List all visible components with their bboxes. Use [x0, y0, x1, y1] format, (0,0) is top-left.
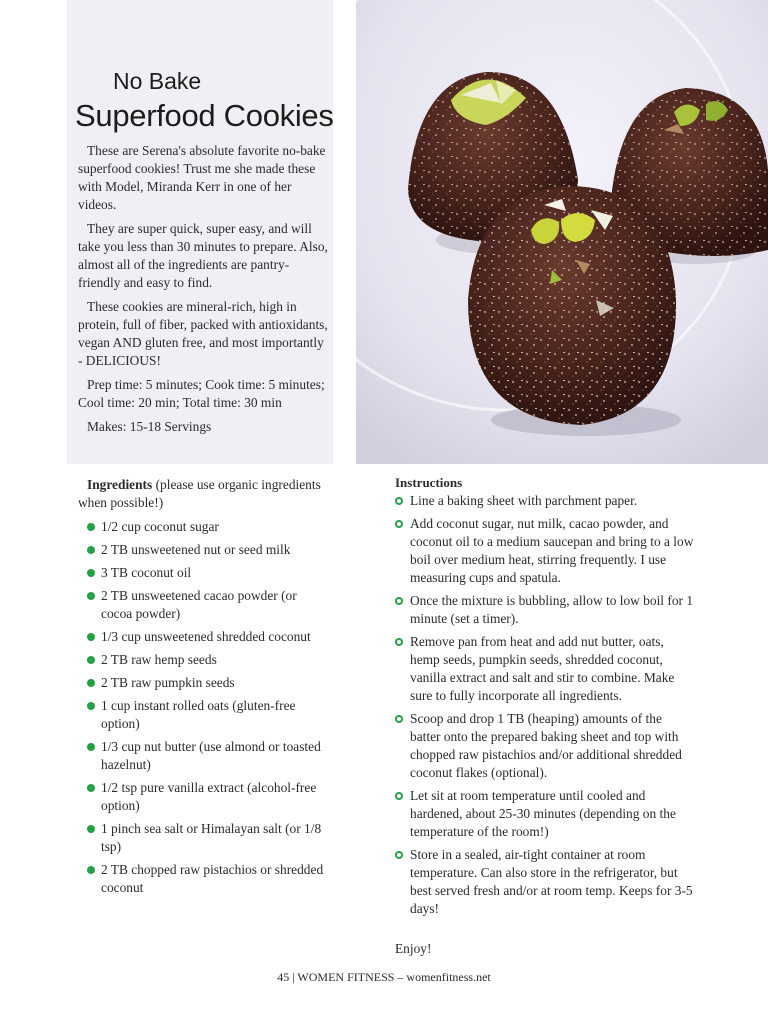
instruction-step: [395, 492, 695, 510]
ingredient-item: [78, 587, 328, 623]
intro-paragraph: These cookies are mineral-rich, high in protein, full of fiber, packed with antioxidants, vegan AND gluten free, and most importantly - DELICIOUS!: [78, 299, 328, 368]
bullet-ring-icon: [395, 597, 403, 605]
ingredient-item: [78, 651, 328, 669]
ingredient-item: [78, 738, 328, 774]
instructions-list: [395, 492, 695, 918]
footer-text: 45 | WOMEN FITNESS – womenfitness.net: [277, 970, 491, 984]
instruction-text: Remove pan from heat and add nut butter, oats, hemp seeds, pumpkin seeds, shredded coconut, vanilla extract and salt and stir to combine. Make sure to fully incorporate all ingredients.: [410, 634, 675, 703]
ingredient-item: [78, 628, 328, 646]
bullet-dot-icon: [87, 592, 95, 600]
title-line-1: No Bake: [113, 68, 202, 94]
ingredient-text: 1/2 tsp pure vanilla extract (alcohol-free option): [101, 780, 317, 813]
page-footer: [0, 970, 768, 985]
instruction-text: Add coconut sugar, nut milk, cacao powder, and coconut oil to a medium saucepan and bring to a low boil over medium heat, stirring frequently. I use measuring cups and spatula.: [410, 516, 694, 585]
page-title: Superfood Cookies: [75, 98, 334, 133]
ingredient-item: [78, 697, 328, 733]
bullet-dot-icon: [87, 784, 95, 792]
bullet-dot-icon: [87, 702, 95, 710]
ingredient-item: [78, 674, 328, 692]
ingredient-item: [78, 518, 328, 536]
bullet-dot-icon: [87, 546, 95, 554]
instruction-step: [395, 710, 695, 782]
intro-paragraph: These are Serena's absolute favorite no-bake superfood cookies! Trust me she made these with Model, Miranda Kerr in one of her videos.: [78, 143, 326, 212]
bullet-dot-icon: [87, 825, 95, 833]
instruction-text: Once the mixture is bubbling, allow to low boil for 1 minute (set a timer).: [410, 593, 694, 626]
ingredient-item: [78, 564, 328, 582]
intro-text: [78, 142, 328, 442]
ingredients-section: [78, 476, 328, 902]
bullet-dot-icon: [87, 656, 95, 664]
ingredient-text: 2 TB chopped raw pistachios or shredded coconut: [101, 862, 324, 895]
instruction-step: [395, 592, 695, 628]
bullet-dot-icon: [87, 743, 95, 751]
bullet-dot-icon: [87, 523, 95, 531]
ingredient-text: 1 cup instant rolled oats (gluten-free option): [101, 698, 296, 731]
instruction-text: Let sit at room temperature until cooled and hardened, about 25-30 minutes (depending on the temperature of the room!): [410, 788, 676, 839]
bullet-ring-icon: [395, 851, 403, 859]
closing-text: Enjoy!: [395, 941, 432, 956]
ingredient-text: 2 TB unsweetened cacao powder (or cocoa powder): [101, 588, 297, 621]
instruction-step: [395, 846, 695, 918]
ingredient-item: [78, 541, 328, 559]
ingredient-text: 2 TB raw pumpkin seeds: [101, 675, 235, 690]
ingredient-text: 1/3 cup nut butter (use almond or toasted hazelnut): [101, 739, 321, 772]
bullet-ring-icon: [395, 792, 403, 800]
bullet-dot-icon: [87, 679, 95, 687]
bullet-dot-icon: [87, 569, 95, 577]
ingredient-text: 1/3 cup unsweetened shredded coconut: [101, 629, 311, 644]
ingredients-intro: [78, 476, 328, 512]
ingredient-text: 2 TB raw hemp seeds: [101, 652, 217, 667]
ingredient-text: 1/2 cup coconut sugar: [101, 519, 219, 534]
bullet-dot-icon: [87, 866, 95, 874]
instruction-text: Store in a sealed, air-tight container at room temperature. Can also store in the refrigerator, but best served fresh and/or at room temp. Keeps for 3-5 days!: [410, 847, 693, 916]
ingredient-item: [78, 861, 328, 897]
ingredient-text: 1 pinch sea salt or Himalayan salt (or 1/8 tsp): [101, 821, 322, 854]
bullet-ring-icon: [395, 520, 403, 528]
instruction-text: Line a baking sheet with parchment paper.: [410, 493, 638, 508]
bullet-ring-icon: [395, 715, 403, 723]
ingredient-text: 2 TB unsweetened nut or seed milk: [101, 542, 291, 557]
servings-paragraph: Makes: 15-18 Servings: [87, 419, 212, 434]
ingredient-text: 3 TB coconut oil: [101, 565, 192, 580]
instruction-step: [395, 515, 695, 587]
cookies-photo: [356, 0, 768, 464]
ingredients-heading: Ingredients: [87, 477, 153, 492]
instruction-text: Scoop and drop 1 TB (heaping) amounts of the batter onto the prepared baking sheet and top with chopped raw pistachios and/or additional shredded coconut flakes (optional).: [410, 711, 682, 780]
instructions-heading: Instructions: [395, 475, 463, 490]
ingredients-list: [78, 518, 328, 897]
bullet-dot-icon: [87, 633, 95, 641]
bullet-ring-icon: [395, 497, 403, 505]
ingredient-item: [78, 779, 328, 815]
timing-paragraph: Prep time: 5 minutes; Cook time: 5 minutes; Cool time: 20 min; Total time: 30 min: [78, 377, 325, 410]
instruction-step: [395, 633, 695, 705]
intro-paragraph: They are super quick, super easy, and will take you less than 30 minutes to prepare. Also, almost all of the ingredients are pantry-friendly and easy to find.: [78, 221, 328, 290]
instructions-section: [395, 474, 695, 923]
ingredients-note: (please use organic ingredients when possible!): [78, 477, 321, 510]
ingredient-item: [78, 820, 328, 856]
instruction-step: [395, 787, 695, 841]
bullet-ring-icon: [395, 638, 403, 646]
